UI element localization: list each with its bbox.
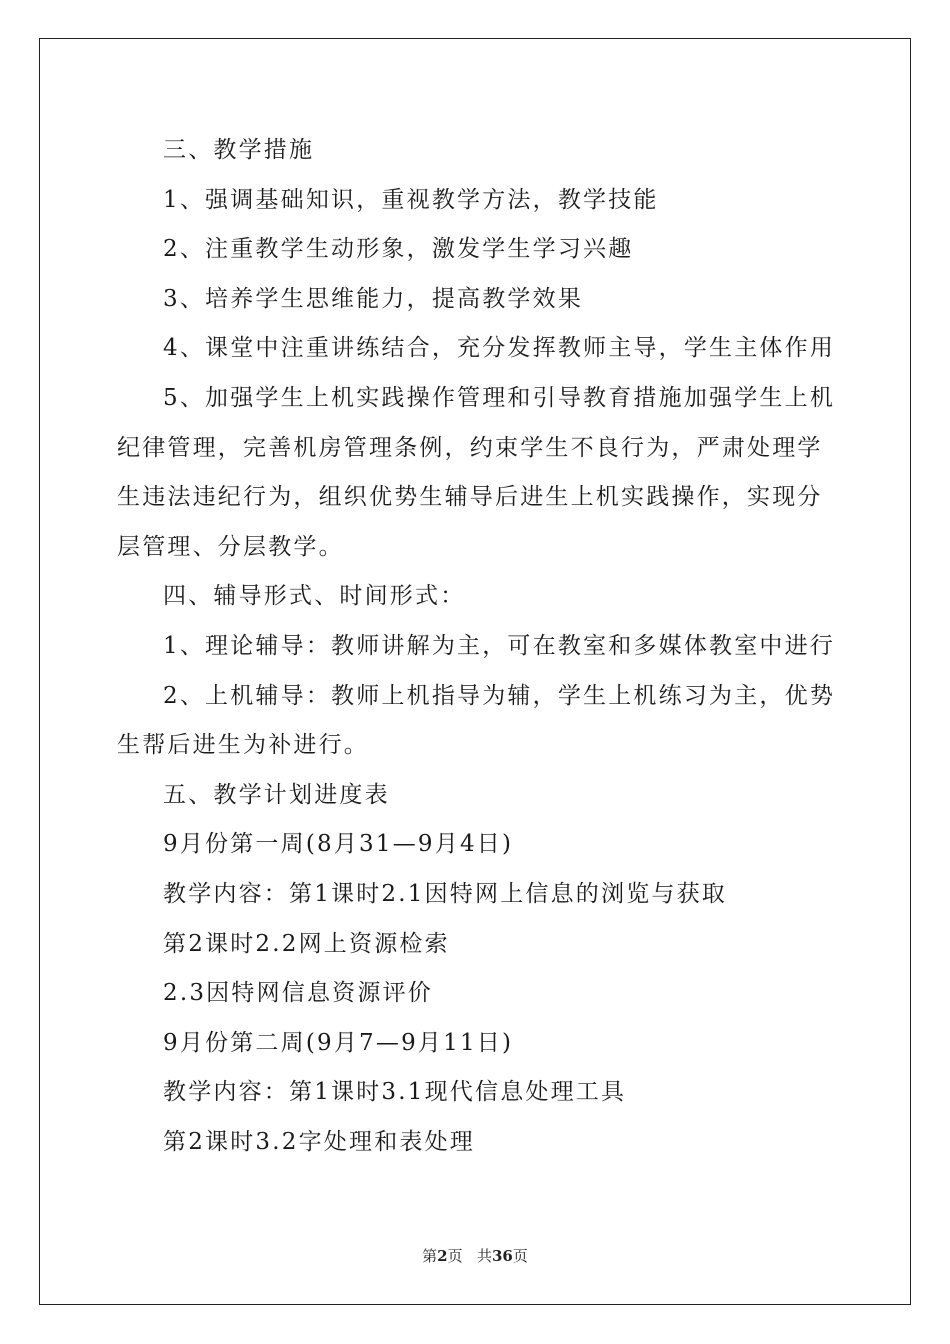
total-suffix: 页 xyxy=(512,1247,528,1265)
list-item: 1、强调基础知识，重视教学方法，教学技能 xyxy=(163,186,659,213)
page-suffix: 页 xyxy=(447,1247,463,1265)
page-current: 2 xyxy=(437,1247,448,1265)
section-heading: 五、教学计划进度表 xyxy=(163,781,390,808)
list-item: 2、注重教学生动形象，激发学生学习兴趣 xyxy=(163,236,634,263)
list-item: 2、上机辅导：教师上机指导为辅，学生上机练习为主，优势生帮后进生为补进行。 xyxy=(117,682,836,759)
schedule-week: 9月份第一周(8月31—9月4日) xyxy=(163,831,514,858)
page-prefix: 第 xyxy=(422,1247,438,1265)
schedule-content: 2.3因特网信息资源评价 xyxy=(163,980,433,1007)
schedule-content: 第2课时2.2网上资源检索 xyxy=(163,930,450,957)
page-total: 36 xyxy=(491,1247,513,1265)
section-heading: 三、教学措施 xyxy=(163,137,315,163)
list-item: 1、理论辅导：教师讲解为主，可在教室和多媒体教室中进行 xyxy=(163,632,836,659)
section-heading: 四、辅导形式、时间形式： xyxy=(163,583,466,610)
schedule-content: 教学内容：第1课时2.1因特网上信息的浏览与获取 xyxy=(163,880,728,907)
list-item: 3、培养学生思维能力，提高教学效果 xyxy=(163,285,584,312)
schedule-content: 第2课时3.2字处理和表处理 xyxy=(163,1128,476,1155)
list-item: 4、课堂中注重讲练结合，充分发挥教师主导，学生主体作用 xyxy=(163,335,836,362)
total-prefix: 共 xyxy=(476,1247,492,1265)
list-item: 5、加强学生上机实践操作管理和引导教育措施加强学生上机纪律管理，完善机房管理条例，约束学生不良行为，严肃处理学生违法违纪行为，组织优势生辅导后进生上机实践操作，实现分层管理、分层教学。 xyxy=(117,384,836,560)
document-body xyxy=(117,126,837,1167)
page-footer xyxy=(0,1245,950,1266)
schedule-content: 教学内容：第1课时3.1现代信息处理工具 xyxy=(163,1079,627,1106)
schedule-week: 9月份第二周(9月7—9月11日) xyxy=(163,1029,514,1056)
